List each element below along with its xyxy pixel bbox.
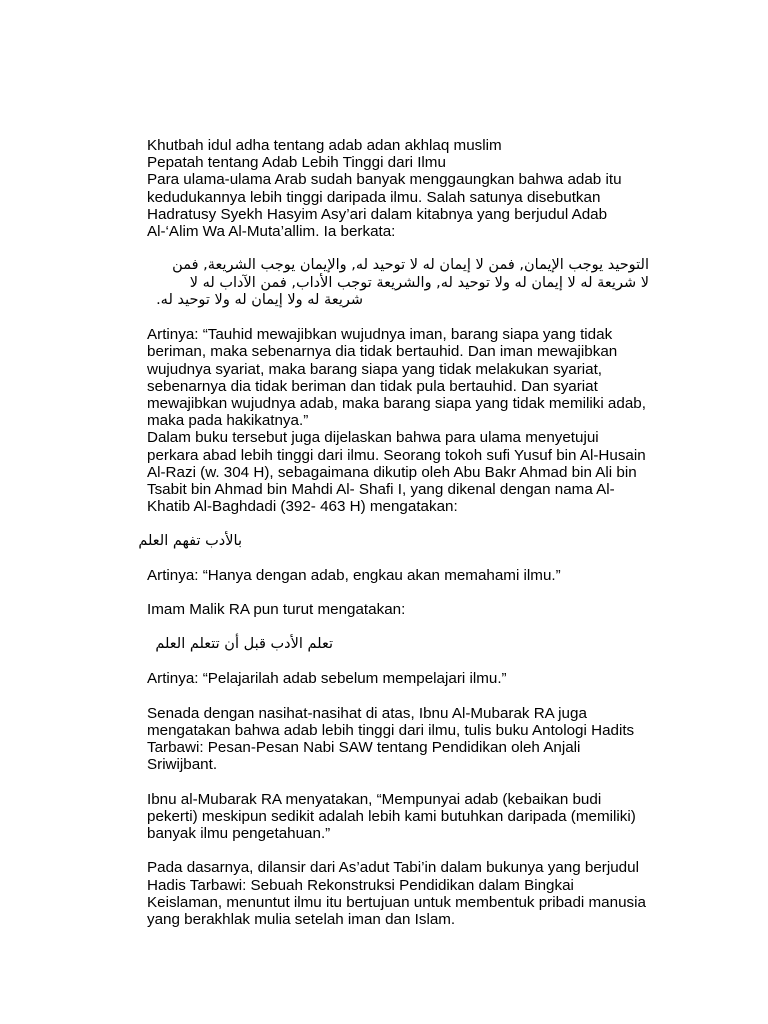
document-body: [138, 137, 667, 928]
translation-line: sebenarnya dia tidak beriman dan tidak pula bertauhid. Dan syariat: [147, 377, 598, 395]
translation-2: Artinya: “Hanya dengan adab, engkau akan memahami ilmu.”: [147, 567, 561, 585]
paragraph-6-line: Pada dasarnya, dilansir dari As’adut Tabi’in dalam bukunya yang berjudul: [147, 859, 639, 877]
paragraph-5-line: pekerti) meskipun sedikit adalah lebih kami butuhkan daripada (memiliki): [147, 807, 636, 825]
imam-malik-intro: Imam Malik RA pun turut mengatakan:: [147, 601, 406, 619]
arabic-quote-line: لا شريعة له لا إيمان له ولا توحيد له, والشريعة توجب الأداب, فمن الآداب له لا: [189, 274, 649, 291]
translation-line: maka pada hakikatnya.”: [147, 412, 309, 430]
body-line: Tsabit bin Ahmad bin Mahdi Al- Shafi I, yang dikenal dengan nama Al-: [147, 481, 615, 499]
paragraph-4-line: Tarbawi: Pesan-Pesan Nabi SAW tentang Pendidikan oleh Anjali: [147, 738, 581, 756]
translation-3: Artinya: “Pelajarilah adab sebelum mempelajari ilmu.”: [147, 670, 507, 688]
translation-line: beriman, maka sebenarnya dia tidak bertauhid. Dan iman mewajibkan: [147, 343, 618, 361]
intro-line: Para ulama-ulama Arab sudah banyak menggaungkan bahwa adab itu: [147, 171, 622, 189]
paragraph-6-line: Hadis Tarbawi: Sebuah Rekonstruksi Pendidikan dalam Bingkai: [147, 876, 574, 894]
paragraph-gap: [147, 619, 667, 636]
paragraph-gap: [147, 687, 667, 704]
arabic-quote: [147, 257, 649, 309]
arabic-quote-2: بالأدب تفهم العلم: [138, 532, 242, 549]
paragraph-5-line: banyak ilmu pengetahuan.”: [147, 824, 331, 842]
body-line: Dalam buku tersebut juga dijelaskan bahwa para ulama menyetujui: [147, 429, 599, 447]
paragraph-gap: [147, 653, 667, 670]
document-title: Khutbah idul adha tentang adab adan akhlaq muslim: [147, 137, 502, 154]
arabic-quote-line: شريعة له ولا إيمان له ولا توحيد له.: [156, 291, 363, 308]
arabic-quote-3: تعلم الأدب قبل أن تتعلم العلم: [155, 635, 333, 652]
paragraph-4-line: Sriwijbant.: [147, 756, 218, 774]
document-subtitle: Pepatah tentang Adab Lebih Tinggi dari Ilmu: [147, 154, 446, 172]
intro-line: kedudukannya lebih tinggi daripada ilmu. Salah satunya disebutkan: [147, 188, 601, 206]
intro-line: Hadratusy Syekh Hasyim Asy’ari dalam kitabnya yang berjudul Adab: [147, 205, 608, 223]
body-line: Khatib Al-Baghdadi (392- 463 H) mengatakan:: [147, 498, 458, 516]
body-line: perkara abad lebih tinggi dari ilmu. Seorang tokoh sufi Yusuf bin Al-Husain: [147, 446, 646, 464]
translation-line: Artinya: “Tauhid mewajibkan wujudnya iman, barang siapa yang tidak: [147, 326, 613, 344]
paragraph-gap: [147, 240, 667, 257]
paragraph-gap: [147, 309, 667, 326]
arabic-quote-line: التوحيد يوجب الإيمان, فمن لا إيمان له لا توحيد له, والإيمان يوجب الشريعة, فمن: [172, 257, 649, 274]
paragraph-gap: [147, 550, 667, 567]
paragraph-5-line: Ibnu al-Mubarak RA menyatakan, “Mempunyai adab (kebaikan budi: [147, 790, 602, 808]
paragraph-gap: [147, 842, 667, 859]
paragraph-4-line: Senada dengan nasihat-nasihat di atas, Ibnu Al-Mubarak RA juga: [147, 704, 587, 722]
translation-line: wujudnya syariat, maka barang siapa yang tidak melakukan syariat,: [147, 360, 603, 378]
translation-line: mewajibkan wujudnya adab, maka barang siapa yang tidak memiliki adab,: [147, 395, 646, 413]
paragraph-6-line: yang berakhlak mulia setelah iman dan Islam.: [147, 910, 456, 928]
paragraph-gap: [147, 584, 667, 601]
paragraph-6-line: Keislaman, menuntut ilmu itu bertujuan untuk membentuk pribadi manusia: [147, 893, 646, 911]
paragraph-gap: [147, 773, 667, 790]
intro-line: Al-‘Alim Wa Al-Muta’allim. Ia berkata:: [147, 223, 396, 241]
paragraph-4-line: mengatakan bahwa adab lebih tinggi dari ilmu, tulis buku Antologi Hadits: [147, 721, 635, 739]
paragraph-gap: [147, 515, 667, 532]
body-line: Al-Razi (w. 304 H), sebagaimana dikutip oleh Abu Bakr Ahmad bin Ali bin: [147, 463, 637, 481]
